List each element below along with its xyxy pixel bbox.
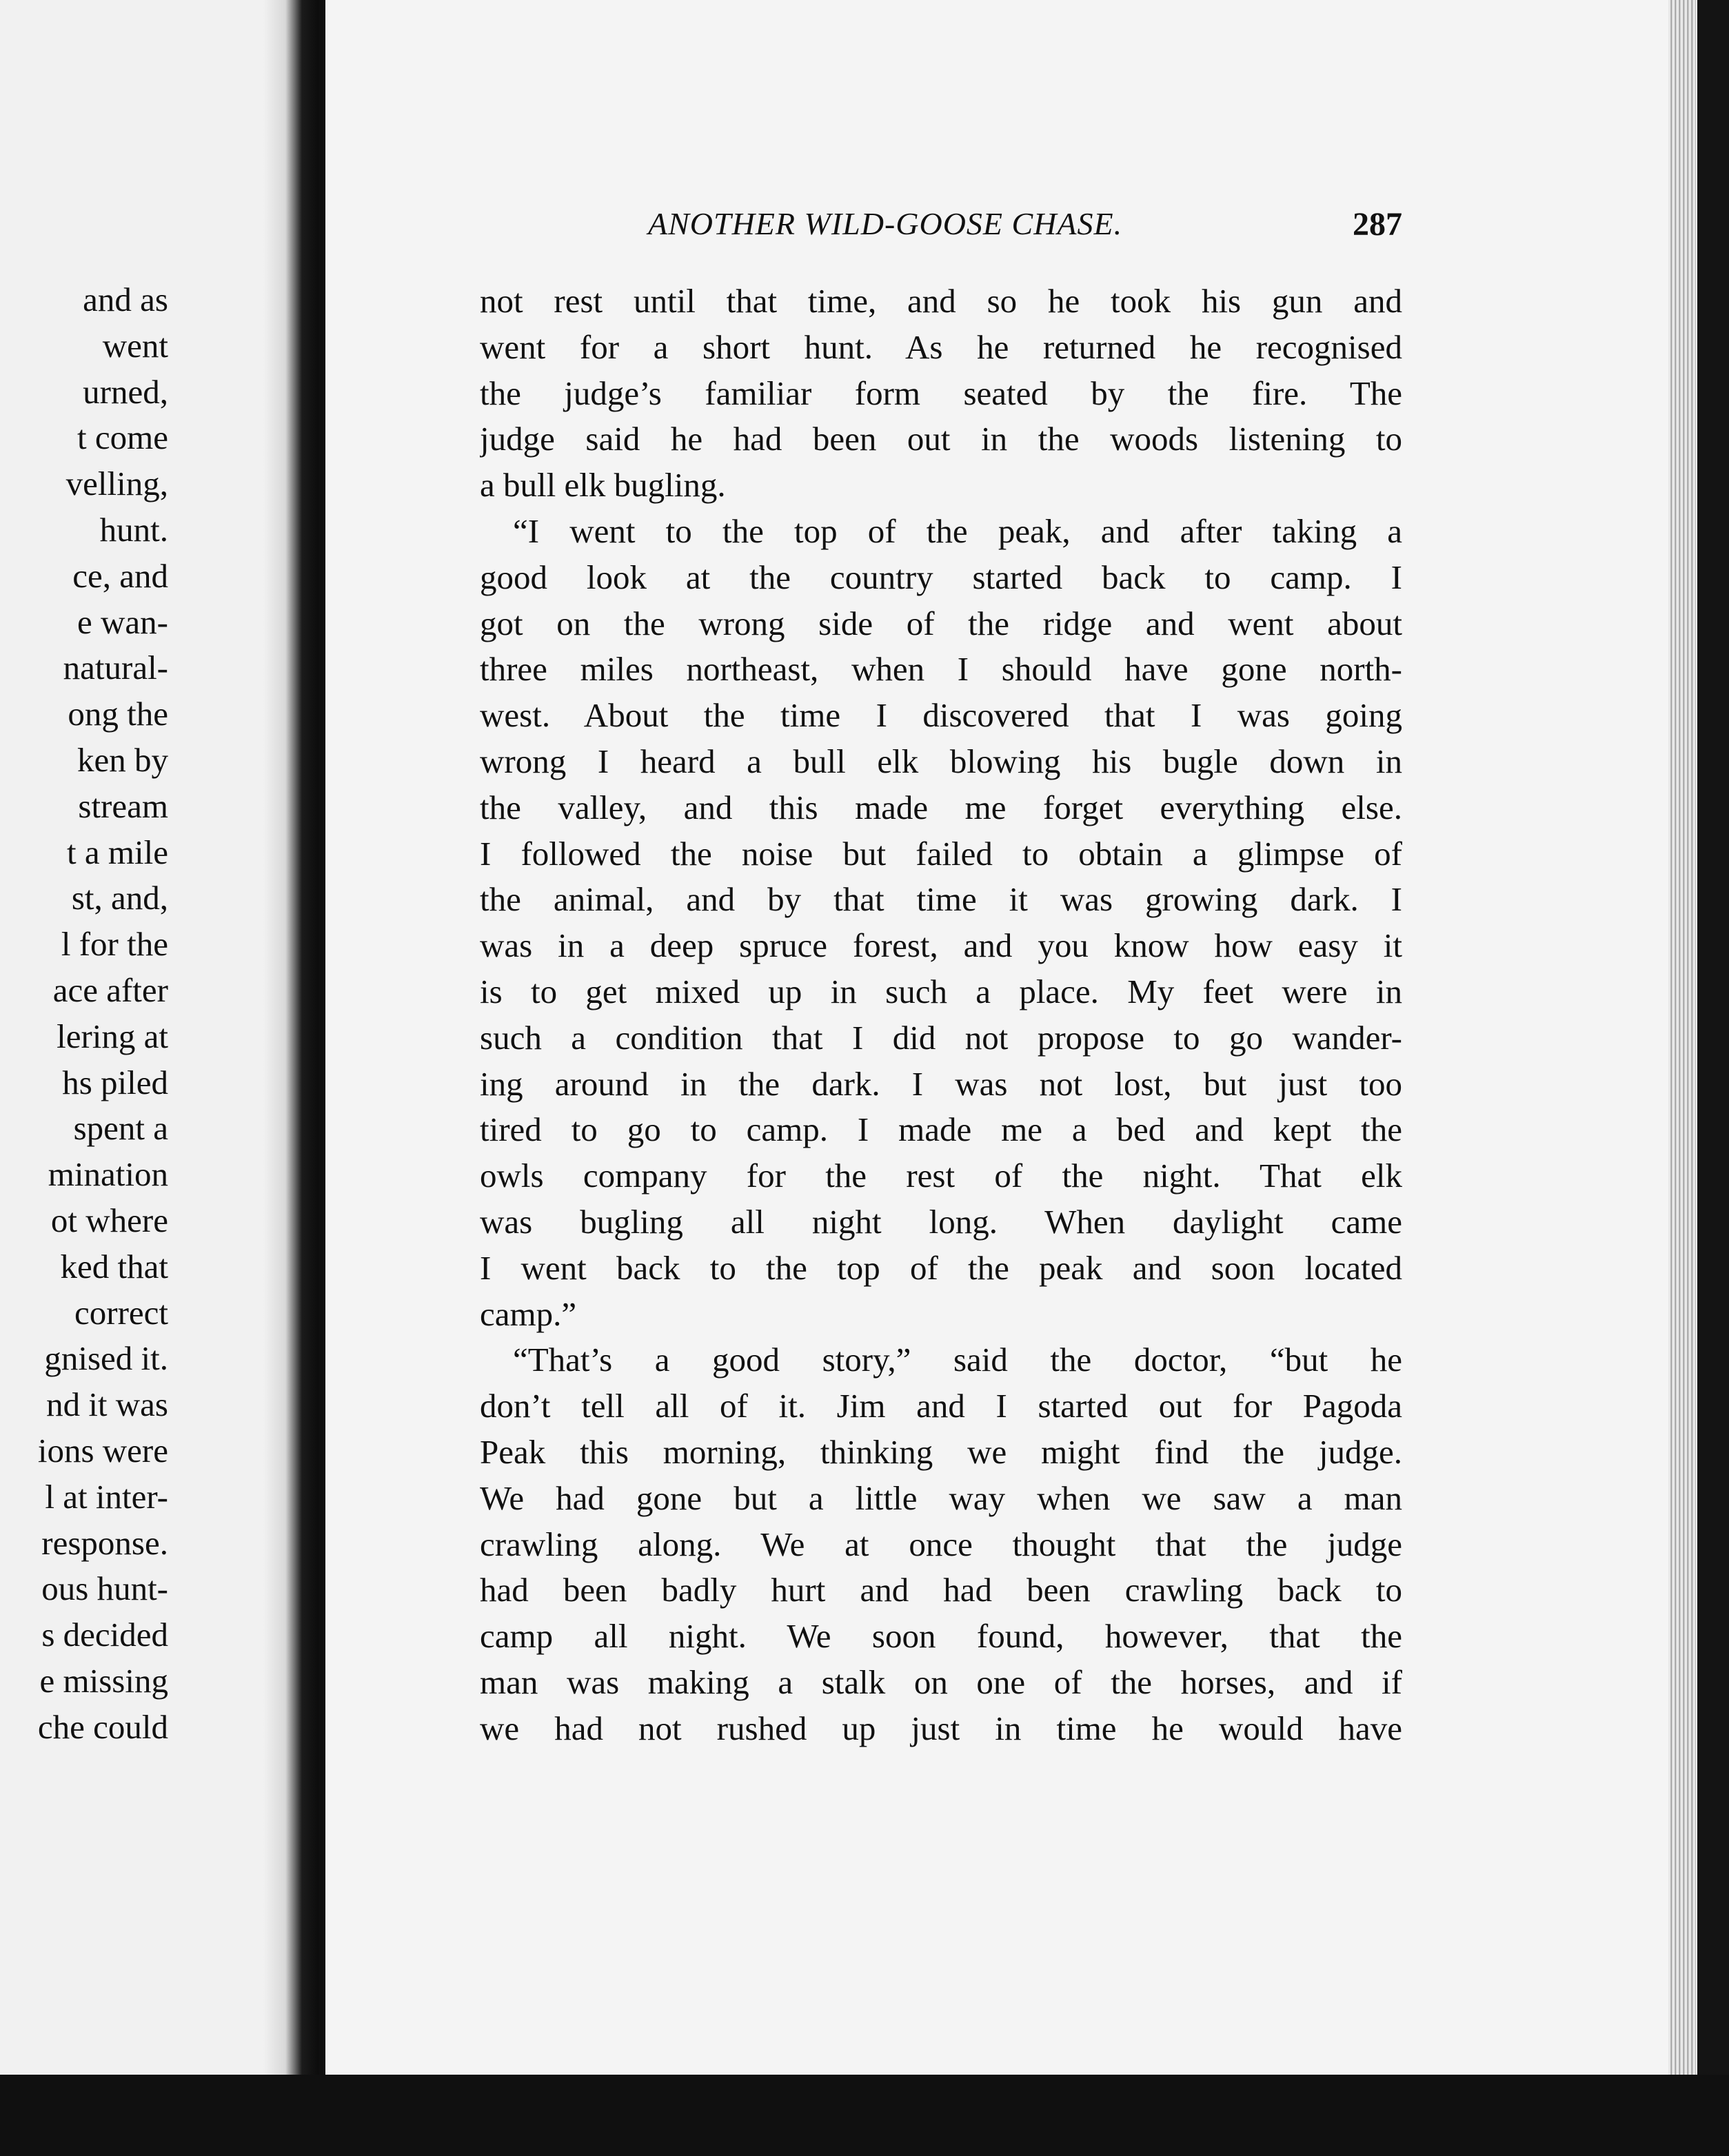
text-line: ken by (77, 740, 168, 779)
running-head: ANOTHER WILD-GOOSE CHASE. (648, 206, 1123, 241)
text-line: “I went to the top of the peak, and after taking a (513, 511, 1402, 550)
text-line: natural- (63, 649, 168, 687)
text-line: the judge’s familiar form seated by the fire. The (480, 374, 1402, 412)
text-line: st, and, (71, 879, 168, 917)
text-line: I went back to the top of the peak and soon located (480, 1248, 1402, 1287)
text-line: s decided (41, 1616, 168, 1654)
text-line: we had not rushed up just in time he would have (480, 1709, 1402, 1747)
text-line: l at inter- (45, 1477, 168, 1516)
text-line: is to get mixed up in such a place. My feet were in (480, 972, 1402, 1010)
text-line: was bugling all night long. When daylight came (480, 1202, 1402, 1241)
text-line: urned, (83, 372, 168, 411)
text-line: went (102, 326, 168, 365)
text-line: man was making a stalk on one of the horses, and if (480, 1662, 1402, 1701)
body-text (480, 278, 1402, 1752)
text-line: ce, and (72, 556, 168, 595)
text-line: had been badly hurt and had been crawling back to (480, 1571, 1402, 1609)
text-line: don’t tell all of it. Jim and I started out for Pagoda (480, 1387, 1402, 1425)
text-line: went for a short hunt. As he returned he recognised (480, 327, 1402, 366)
previous-page-text (0, 277, 168, 1751)
text-line: velling, (65, 465, 168, 503)
text-line: mination (48, 1155, 168, 1194)
text-line: Peak this morning, thinking we might find the judge. (480, 1432, 1402, 1471)
text-line: nd it was (46, 1385, 168, 1424)
text-line: ing around in the dark. I was not lost, but just too (480, 1064, 1402, 1103)
text-line: response. (41, 1523, 168, 1562)
text-line: t a mile (67, 833, 168, 871)
text-line: ace after (52, 970, 168, 1009)
text-line: spent a (73, 1109, 168, 1148)
text-line: ions were (37, 1431, 168, 1469)
text-line: hunt. (99, 510, 168, 549)
text-line: camp.” (480, 1294, 577, 1333)
page-edges (1668, 0, 1696, 2088)
text-line: camp all night. We soon found, however, that the (480, 1617, 1402, 1656)
text-line: t come (77, 418, 168, 457)
text-line: We had gone but a little way when we saw a man (480, 1478, 1402, 1517)
text-line: not rest until that time, and so he took his gun and (480, 282, 1402, 320)
text-line: lering at (57, 1017, 168, 1055)
text-line: west. About the time I discovered that I was going (480, 696, 1402, 735)
text-line: owls company for the rest of the night. That elk (480, 1157, 1402, 1195)
page-number: 287 (1353, 206, 1402, 243)
text-line: the animal, and by that time it was growing dark. I (480, 880, 1402, 919)
text-line: correct (74, 1293, 168, 1332)
text-line: three miles northeast, when I should have gone north- (480, 650, 1402, 689)
text-line: tired to go to camp. I made me a bed and kept the (480, 1110, 1402, 1149)
text-line: l for the (61, 925, 168, 964)
text-line: ked that (60, 1247, 168, 1285)
text-line: judge said he had been out in the woods listening to (480, 420, 1402, 458)
text-line: was in a deep spruce forest, and you know how easy it (480, 926, 1402, 965)
binding-gutter (263, 0, 318, 2075)
text-line: che could (37, 1707, 168, 1746)
text-line: ot where (50, 1201, 168, 1239)
text-line: stream (78, 786, 168, 825)
text-line: got on the wrong side of the ridge and went about (480, 604, 1402, 642)
scan-background (0, 2075, 1729, 2156)
text-line: the valley, and this made me forget everything else. (480, 788, 1402, 826)
text-line: gnised it. (44, 1339, 168, 1378)
text-line: good look at the country started back to camp. I (480, 558, 1402, 596)
text-line: wrong I heard a bull elk blowing his bugle down in (480, 742, 1402, 780)
text-line: and as (83, 281, 168, 318)
text-line: “That’s a good story,” said the doctor, “but he (513, 1341, 1402, 1379)
text-line: e missing (39, 1661, 168, 1700)
text-line: e wan- (77, 602, 168, 641)
text-line: ous hunt- (41, 1569, 168, 1608)
text-line: hs piled (62, 1063, 168, 1101)
text-line: I followed the noise but failed to obtain a glimpse of (480, 834, 1402, 873)
text-line: a bull elk bugling. (480, 466, 726, 505)
text-line: crawling along. We at once thought that the judge (480, 1525, 1402, 1563)
text-line: such a condition that I did not propose to go wander- (480, 1018, 1402, 1057)
previous-page (0, 0, 323, 2075)
text-line: ong the (68, 695, 168, 733)
